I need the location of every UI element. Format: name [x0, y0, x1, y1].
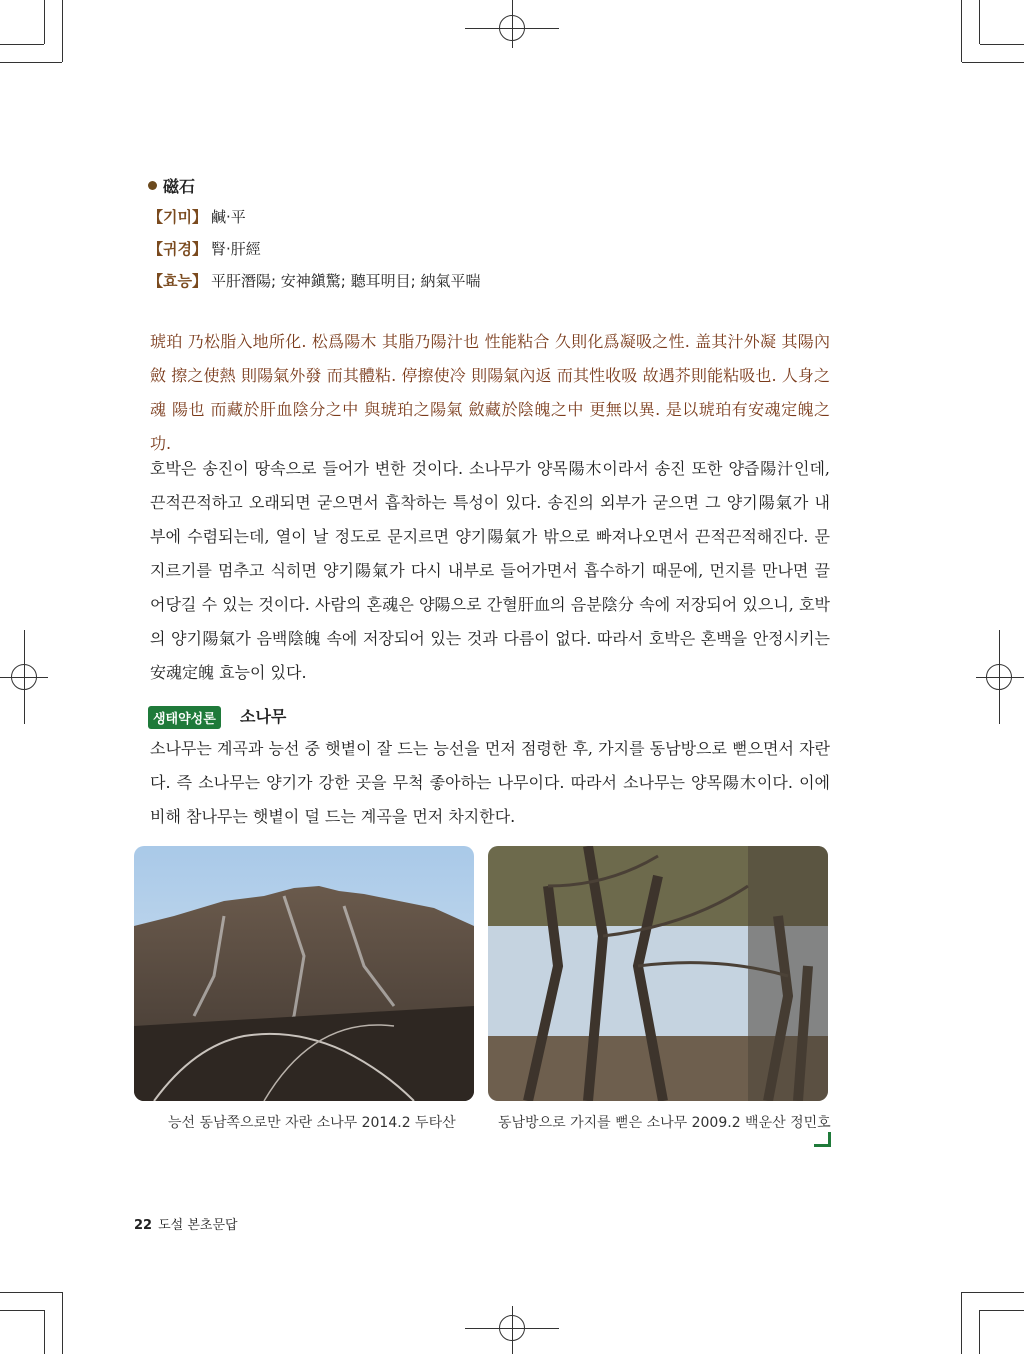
- property-tag: 【귀경】: [148, 240, 207, 258]
- property-value: 平肝潛陽; 安神鎭驚; 聽耳明目; 納氣平喘: [210, 272, 481, 290]
- property-efficacy: [148, 270, 480, 291]
- property-meridian: [148, 238, 261, 259]
- photo-mountain-ridge: [134, 846, 474, 1101]
- section-paragraph: 소나무는 계곡과 능선 중 햇볕이 잘 드는 능선을 먼저 점령한 후, 가지를 동남방으로 뻗으면서 자란다. 즉 소나무는 양기가 강한 곳을 무척 좋아하는 나무이다. 따라서 소나무는 양목陽木이다. 이에 비해 참나무는 햇볕이 덜 드는 계곡을 먼저 차지한다.: [150, 739, 830, 826]
- property-nature: [148, 206, 246, 227]
- book-title: 도설 본초문답: [158, 1218, 238, 1233]
- entry-title: 磁石: [148, 174, 195, 197]
- section-end-mark: [814, 1132, 831, 1147]
- photo-pine-trees: [488, 846, 828, 1101]
- bullet-icon: [148, 181, 157, 190]
- photo-caption-1: 능선 동남쪽으로만 자란 소나무 2014.2 두타산: [168, 1115, 456, 1131]
- property-tag: 【기미】: [148, 208, 207, 226]
- classic-chinese-text: 琥珀 乃松脂入地所化. 松爲陽木 其脂乃陽汁也 性能粘合 久則化爲凝吸之性. 盖其汁外凝 其陽內斂 擦之使熱 則陽氣外發 而其體粘. 停擦使冷 則陽氣內返 而其性收吸 故遇芥則能粘吸也. 人身之魂 陽也 而藏於肝血陰分之中 與琥珀之陽氣 斂藏於陰魄之中 更無以異. 是以琥珀有安魂定魄之功.: [150, 332, 830, 453]
- property-value: 腎·肝經: [210, 240, 261, 258]
- page-footer: [134, 1214, 238, 1233]
- photo-caption-2: 동남방으로 가지를 뻗은 소나무 2009.2 백운산 정민호: [498, 1115, 831, 1131]
- section-title: 소나무: [240, 707, 287, 726]
- property-tag: 【효능】: [148, 272, 207, 290]
- property-value: 鹹·平: [210, 208, 246, 226]
- translation-paragraph: 호박은 송진이 땅속으로 들어가 변한 것이다. 소나무가 양목陽木이라서 송진 또한 양즙陽汁인데, 끈적끈적하고 오래되면 굳으면서 흡착하는 특성이 있다. 송진의 외부가 굳으면 그 양기陽氣가 내부에 수렴되는데, 열이 날 정도로 문지르면 양기陽氣가 밖으로 빠져나오면서 끈적끈적해진다. 문지르기를 멈추고 식히면 양기陽氣가 다시 내부로 들어가면서 흡수하기 때문에, 먼지를 만나면 끌어당길 수 있는 것이다. 사람의 혼魂은 양陽으로 간혈肝血의 음분陰分 속에 저장되어 있으니, 호박의 양기陽氣가 음백陰魄 속에 저장되어 있는 것과 다름이 없다. 따라서 호박은 혼백을 안정시키는安魂定魄 효능이 있다.: [150, 459, 830, 682]
- page-number: 22: [134, 1218, 153, 1233]
- section-badge: 생태약성론: [148, 706, 221, 729]
